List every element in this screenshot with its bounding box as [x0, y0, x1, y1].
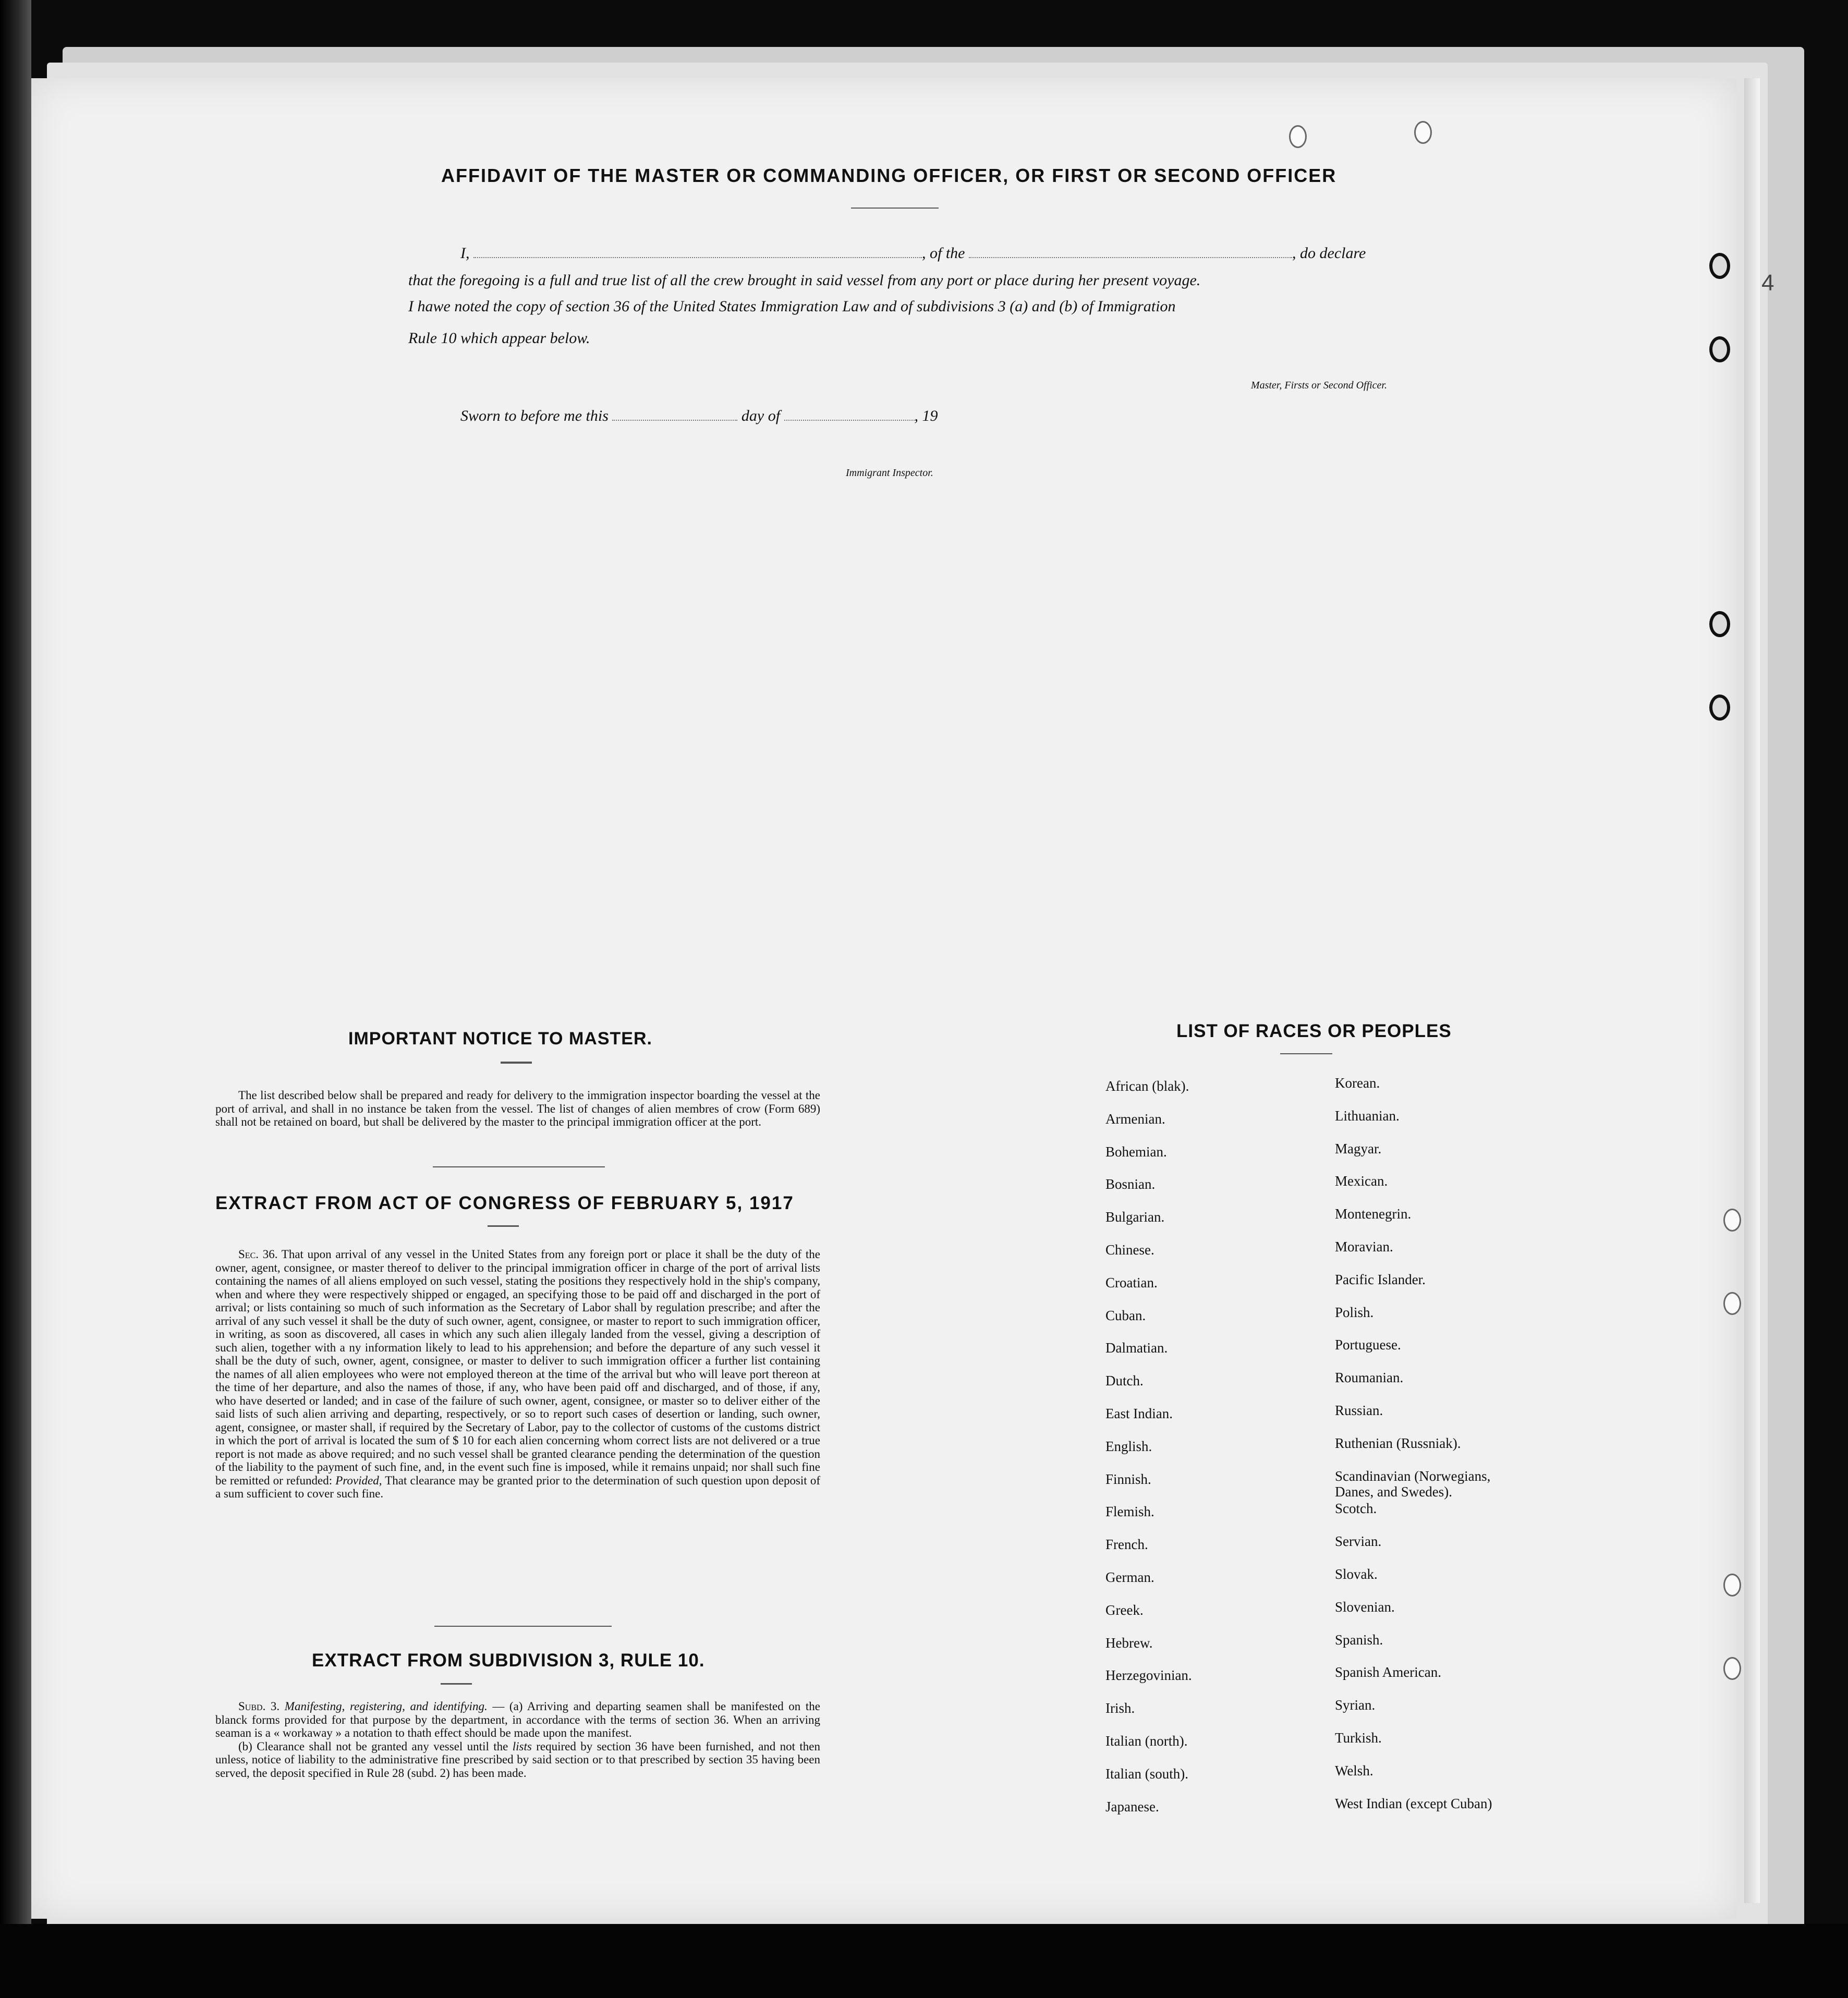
- punch-hole-icon: [1709, 336, 1730, 362]
- name-blank: [473, 257, 922, 258]
- race-item: Croatian.: [1105, 1274, 1158, 1290]
- scan-bottom-edge: [0, 1924, 1848, 1998]
- page-right-edge: [1744, 78, 1760, 1903]
- race-item: Dutch.: [1105, 1373, 1144, 1389]
- race-item: Italian (south).: [1105, 1765, 1188, 1782]
- rule-body: [215, 1700, 820, 1780]
- race-item: Welsh.: [1335, 1762, 1373, 1778]
- race-item: Korean.: [1335, 1075, 1380, 1091]
- subd-label: Subd. 3.: [238, 1700, 280, 1713]
- races-rule: [1280, 1053, 1332, 1054]
- race-item: English.: [1105, 1438, 1152, 1454]
- race-item: Mexican.: [1335, 1173, 1388, 1189]
- affidavit-i: I,: [460, 245, 470, 262]
- race-item: Syrian.: [1335, 1697, 1376, 1713]
- day-blank: [612, 420, 737, 421]
- punch-hole-icon: [1289, 125, 1307, 148]
- race-item: Herzegovinian.: [1105, 1667, 1192, 1684]
- race-item: Scandinavian (Norwegians, Danes, and Swedes).: [1335, 1468, 1491, 1500]
- of-the: , of the: [922, 245, 965, 262]
- race-item: Dalmatian.: [1105, 1340, 1168, 1356]
- punch-hole-icon: [1709, 611, 1730, 637]
- race-item: Moravian.: [1335, 1238, 1393, 1254]
- race-item: Armenian.: [1105, 1111, 1165, 1127]
- race-item: Slovak.: [1335, 1566, 1378, 1582]
- punch-hole-icon: [1709, 253, 1730, 279]
- race-item: Bosnian.: [1105, 1176, 1156, 1192]
- race-item: Irish.: [1105, 1700, 1135, 1716]
- affidavit-line-2: that the foregoing is a full and true list of all the crew brought in said vessel from any port or place during her present voyage.: [408, 272, 1201, 289]
- race-item: Cuban.: [1105, 1307, 1146, 1323]
- subd-heading: Manifesting, registering, and identifying.: [284, 1700, 488, 1713]
- races-title: LIST OF RACES OR PEOPLES: [1176, 1021, 1452, 1041]
- title-rule: [851, 208, 939, 209]
- race-item: Roumanian.: [1335, 1370, 1404, 1386]
- races-right-column: [1335, 1075, 1554, 1828]
- proviso-text: That clearance may be granted prior to the determination of such question upon deposit of a sum sufficient to cover such fine.: [215, 1473, 820, 1500]
- race-item: Russian.: [1335, 1402, 1383, 1418]
- notice-rule: [501, 1062, 532, 1064]
- race-item: Italian (north).: [1105, 1733, 1188, 1749]
- year-prefix: , 19: [914, 407, 938, 424]
- race-item: Chinese.: [1105, 1241, 1154, 1258]
- subd-b-rest: required by section 36 have been furnished, and not then unless, notice of liability to the administrative fine prescribed by said section or to that prescribed by section 35 having been served, the deposit specified in Rule 28 (subd. 2) has been made.: [215, 1739, 821, 1780]
- notice-body: The list described below shall be prepared and ready for delivery to the immigration inspector boarding the vessel at the port of arrival, and shall in no instance be taken from the vessel. The list of changes of alien membres of crow (Form 689) shall not be retained on board, but shall be delivered by the master to the principal immigration officer at the port.: [215, 1089, 820, 1128]
- act-divider: [434, 1626, 612, 1627]
- subd-b-prefix: (b) Clearance shall not be granted any vessel until the: [238, 1739, 508, 1753]
- race-item: Lithuanian.: [1335, 1107, 1400, 1124]
- affidavit-line-4: Rule 10 which appear below.: [408, 330, 590, 347]
- do-declare: , do declare: [1292, 245, 1366, 262]
- race-item: West Indian (except Cuban): [1335, 1795, 1492, 1811]
- punch-hole-icon: [1723, 1574, 1741, 1597]
- punch-hole-icon: [1723, 1209, 1741, 1232]
- affidavit-title: AFFIDAVIT OF THE MASTER OR COMMANDING OFFICER, OR FIRST OR SECOND OFFICER: [441, 165, 1337, 186]
- rule-rule: [441, 1683, 472, 1685]
- race-item: Flemish.: [1105, 1504, 1154, 1520]
- vessel-blank: [969, 257, 1292, 258]
- proviso-label: Provided,: [335, 1473, 382, 1487]
- races-left-column: [1105, 1078, 1304, 1831]
- sworn-line: [460, 403, 1086, 430]
- punch-hole-icon: [1709, 695, 1730, 721]
- subd-b-lists: lists: [512, 1739, 532, 1753]
- race-item: Magyar.: [1335, 1140, 1382, 1156]
- affidavit-line-1: [460, 240, 1383, 267]
- punch-hole-icon: [1723, 1657, 1741, 1680]
- race-item: Ruthenian (Russniak).: [1335, 1435, 1461, 1451]
- day-of: day of: [741, 407, 781, 424]
- race-item: Spanish American.: [1335, 1664, 1441, 1680]
- subd-a-text: — (a) Arriving and departing seamen shall be manifested on the blanck forms provided for that purpose by the department, in accordance with the terms of section 36. When an arriving seaman is a « workaway » a notation to thath effect should be made upon the manifest.: [215, 1700, 821, 1739]
- race-item: Turkish.: [1335, 1729, 1382, 1746]
- race-item: Japanese.: [1105, 1798, 1159, 1814]
- race-item: East Indian.: [1105, 1405, 1173, 1421]
- scan-left-edge: [0, 0, 31, 1998]
- race-item: African (blak).: [1105, 1078, 1189, 1094]
- edge-mark: 4: [1761, 270, 1774, 296]
- race-item: Bulgarian.: [1105, 1209, 1165, 1225]
- sworn-text: Sworn to before me this: [460, 407, 609, 424]
- sec-36-text: That upon arrival of any vessel in the United States from any foreign port or place it shall be the duty of the owner, agent, consignee, or master thereof to deliver to the principal immigration officer in charge of the port of arrival lists containing the names of all aliens employed on such vessel, stating the positions they respectively hold in the ship's company, when and where they were respectively shipped or engaged, an specifying those to be paid off and discharged in the port of arrival; or lists containing so much of such information as the Secretary of Labor shall by regulation prescribe; and after the arrival of any such vessel it shall be the duty of such owner, agent, consignee, or master to report to such immigration officer, in writing, as soon as discovered, all cases in which any such alien illegaly landed from the vessel, giving a description of such alien, together with a ny information likely to lead to his apprehension; and before the departure of any such vessel it shall be the duty of such, owner, agent, consignee, or master to deliver to such immigration officer a further list containing the names of all alien employees who were not employed thereon at the time of the arrival but who will leave port thereon at the time of her departure, and also the names of those, if any, who have been paid off and discharged, and of those, if any, who have deserted or landed; and in case of the failure of such owner, agent, consignee, or master so to deliver either of the said lists of such alien arriving and departing, respectively, or so to report such cases of desertion or landing, such owner, agent, consignee, or master shall, if required by the Secretary of Labor, pay to the collector of customs of the customs district in which the port of arrival is located the sum of $ 10 for each alien concerning whom correct lists are not delivered or a true report is not made as above required; and no such vessel shall be granted clearance pending the determination of the question of the liability to the payment of such fine, and, in the event such fine is imposed, while it remains unpaid; nor shall such fine be remitted or refunded:: [215, 1248, 820, 1487]
- race-item: Servian.: [1335, 1533, 1382, 1550]
- notice-title: IMPORTANT NOTICE TO MASTER.: [348, 1029, 652, 1049]
- race-item: Pacific Islander.: [1335, 1271, 1426, 1287]
- subd-a: [215, 1700, 820, 1740]
- rule-title: EXTRACT FROM SUBDIVISION 3, RULE 10.: [312, 1650, 705, 1671]
- affidavit-line-3: I hawe noted the copy of section 36 of the United States Immigration Law and of subdivisions 3 (a) and (b) of Immigration: [408, 298, 1176, 315]
- race-item: Greek.: [1105, 1602, 1144, 1618]
- act-title: EXTRACT FROM ACT OF CONGRESS OF FEBRUARY 5, 1917: [215, 1193, 794, 1213]
- race-item: French.: [1105, 1537, 1148, 1553]
- race-item: German.: [1105, 1569, 1154, 1585]
- race-item: Bohemian.: [1105, 1143, 1167, 1160]
- month-blank: [784, 420, 915, 421]
- race-item: Finnish.: [1105, 1471, 1151, 1487]
- act-body: [215, 1248, 820, 1501]
- race-item: Scotch.: [1335, 1501, 1377, 1517]
- race-item: Polish.: [1335, 1304, 1374, 1320]
- race-item: Slovenian.: [1335, 1599, 1395, 1615]
- race-item: Portuguese.: [1335, 1337, 1401, 1353]
- subd-b: [215, 1740, 820, 1780]
- race-item: Spanish.: [1335, 1631, 1383, 1648]
- notice-divider: [433, 1166, 605, 1167]
- race-item: Montenegrin.: [1335, 1206, 1412, 1222]
- punch-hole-icon: [1723, 1292, 1741, 1315]
- punch-hole-icon: [1414, 121, 1432, 144]
- inspector-caption: Immigrant Inspector.: [846, 467, 933, 479]
- act-rule: [488, 1225, 519, 1227]
- signature-caption: Master, Firsts or Second Officer.: [1250, 380, 1387, 391]
- race-item: Hebrew.: [1105, 1635, 1153, 1651]
- sec-label: Sec. 36.: [238, 1248, 278, 1261]
